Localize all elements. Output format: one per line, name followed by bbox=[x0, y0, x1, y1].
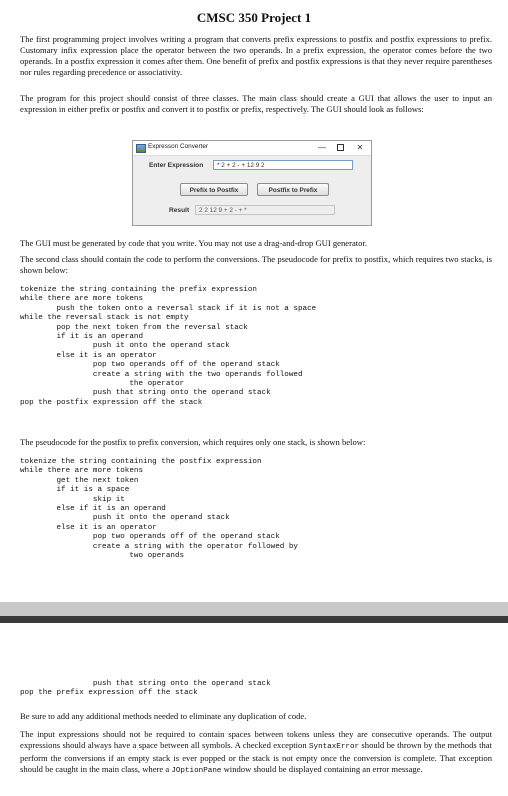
code-line: else it is an operator bbox=[20, 523, 157, 532]
code-line: while there are more tokens bbox=[20, 467, 144, 476]
code-line: pop the next token from the reversal stack bbox=[20, 323, 248, 332]
code-line: tokenize the string containing the prefix expression bbox=[20, 286, 257, 294]
code-line: pop two operands off of the operand stack bbox=[20, 361, 280, 370]
window-title: Expresson Converter bbox=[148, 143, 209, 150]
java-app-icon bbox=[136, 144, 146, 153]
code-line: pop the prefix expression off the stack bbox=[20, 689, 198, 698]
code-line: push that string onto the operand stack bbox=[20, 389, 271, 398]
input-note-text-3: window should be displayed containing an error message. bbox=[221, 764, 423, 774]
code-line: while there are more tokens bbox=[20, 295, 144, 304]
program-description: The program for this project should consist of three classes. The main class should create a GUI that allows the user to input an expression in either prefix or postfix and convert it to postfix or prefix, respectively. The GUI should look as follows: bbox=[20, 93, 492, 114]
input-note-text-1: The input expressions should not be required to contain spaces between tokens unless they are consecutive operands. The output expressions should always have a space between all symbols. A checked exception bbox=[20, 729, 492, 750]
code-line: two operands bbox=[20, 551, 185, 560]
prefix-to-postfix-pseudocode bbox=[20, 286, 500, 408]
syntax-error-code: SyntaxError bbox=[308, 743, 360, 751]
postfix-intro: The pseudocode for the postfix to prefix conversion, which requires only one stack, is shown below: bbox=[20, 437, 366, 447]
methods-note: Be sure to add any additional methods needed to eliminate any duplication of code. bbox=[20, 711, 307, 721]
gui-note: The GUI must be generated by code that you write. You may not use a drag-and-drop GUI generator. bbox=[20, 238, 367, 248]
postfix-pseudocode-continued bbox=[20, 680, 500, 699]
code-line: skip it bbox=[20, 495, 125, 504]
code-line: if it is a space bbox=[20, 486, 130, 495]
code-line: push that string onto the operand stack bbox=[20, 680, 271, 688]
postfix-to-prefix-pseudocode bbox=[20, 458, 500, 561]
maximize-icon[interactable] bbox=[334, 142, 346, 154]
page-title: CMSC 350 Project 1 bbox=[196, 10, 312, 25]
result-field: 2 2 12 9 + 2 - + * bbox=[195, 205, 335, 215]
code-line: while the reversal stack is not empty bbox=[20, 314, 189, 323]
close-icon[interactable]: ✕ bbox=[356, 143, 364, 152]
code-line: pop the postfix expression off the stack bbox=[20, 398, 203, 407]
code-line: pop two operands off of the operand stack bbox=[20, 533, 280, 542]
window-titlebar bbox=[133, 141, 371, 156]
input-expressions-note bbox=[20, 729, 492, 777]
second-class-description: The second class should contain the code to perform the conversions. The pseudocode for prefix to postfix, which requires two stacks, is shown below: bbox=[20, 254, 492, 275]
code-line: push it onto the operand stack bbox=[20, 514, 230, 523]
code-line: create a string with the two operands followed bbox=[20, 370, 303, 379]
code-line: the operator bbox=[20, 379, 185, 388]
code-line: tokenize the string containing the postfix expression bbox=[20, 458, 262, 466]
postfix-to-prefix-button[interactable]: Postfix to Prefix bbox=[257, 183, 329, 196]
page-break-divider bbox=[0, 616, 508, 623]
input-note-text-2: should be thrown by the methods that perform the conversions if an empty stack is ever popped or the stack is not empty once the conversion is complete. That exception should be caught in the main class, where a bbox=[20, 740, 492, 774]
expression-input[interactable]: * 2 + 2 - + 12 9 2 bbox=[213, 160, 353, 170]
code-line: get the next token bbox=[20, 476, 139, 485]
intro-paragraph: The first programming project involves writing a program that converts prefix expressions to postfix and postfix expressions to prefix. Customary infix expression place the operator between the two operands. In a prefix expression, the operator comes before the two operands. In a postfix expression it comes after them. One benefit of prefix and postfix expressions is that they never require parentheses nor rules regarding precedence or associativity. bbox=[20, 34, 492, 77]
enter-expression-label: Enter Expression bbox=[149, 162, 204, 169]
prefix-to-postfix-button[interactable]: Prefix to Postfix bbox=[180, 183, 248, 196]
result-label: Result bbox=[169, 207, 190, 214]
code-line: create a string with the operator followed by bbox=[20, 542, 298, 551]
code-line: else it is an operator bbox=[20, 351, 157, 360]
code-line: else if it is an operand bbox=[20, 504, 166, 513]
expression-converter-window bbox=[132, 140, 372, 226]
joptionpane-code: JOptionPane bbox=[171, 767, 222, 775]
code-line: push the token onto a reversal stack if it is not a space bbox=[20, 304, 317, 313]
minimize-icon[interactable]: — bbox=[318, 143, 326, 152]
code-line: push it onto the operand stack bbox=[20, 342, 230, 351]
code-line: if it is an operand bbox=[20, 332, 144, 341]
